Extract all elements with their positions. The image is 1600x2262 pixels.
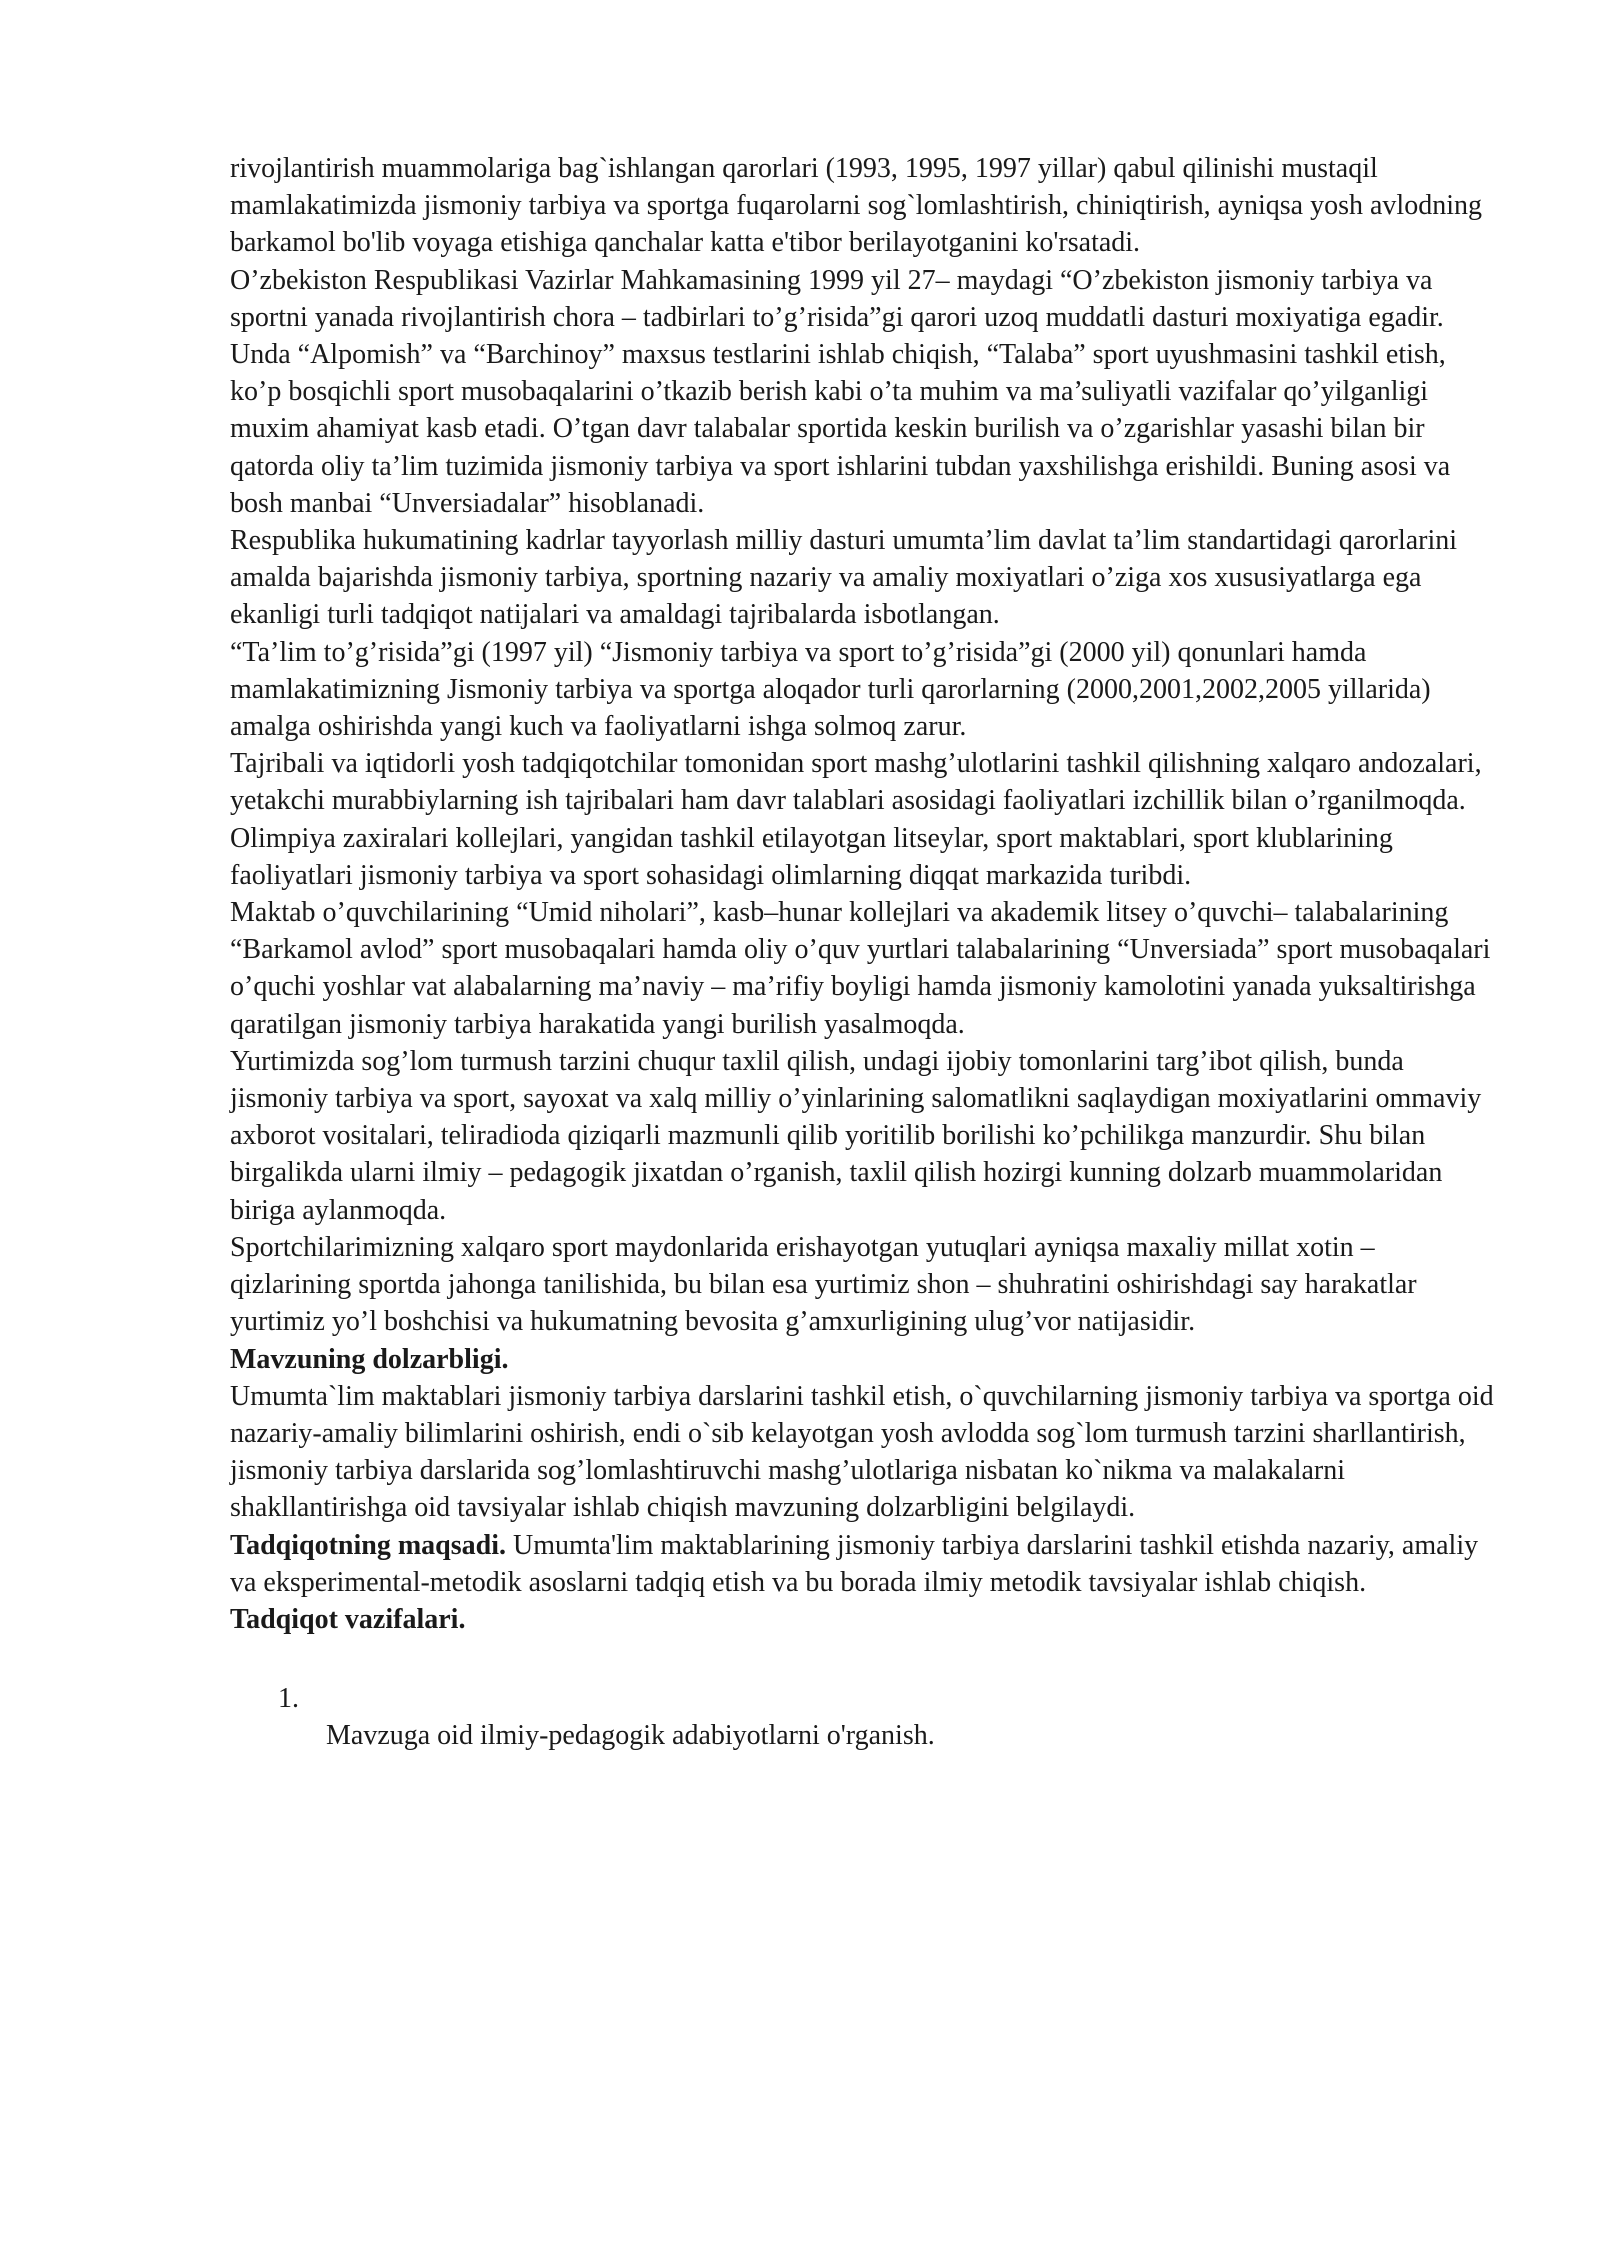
paragraph-resolutions: rivojlantirish muammolariga bag`ishlangan qarorlari (1993, 1995, 1997 yillar) qabul qilinishi mustaqil mamlakatimizda jismoniy tarbiya va sportga fuqarolarni sog`lomlashtirish, chiniqtirish, ayniqsa yosh avlodning barkamol bo'lib voyaga etishiga qanchalar katta e'tibor berilayotganini ko'rsatadi. xyxy=(230,153,1482,259)
tasks-list xyxy=(230,1680,1500,1754)
list-item-number: 1. xyxy=(278,1683,299,1715)
tasks-heading: Tadqiqot vazifalari. xyxy=(230,1603,466,1635)
paragraph-healthy-lifestyle: Yurtimizda sog’lom turmush tarzini chuqur taxlil qilish, undagi ijobiy tomonlarini targ’ibot qilish, bunda jismoniy tarbiya va sport, sayoxat va xalq milliy o’yinlarining salomatlikni saqlaydigan moxiyatlarini ommaviy axborot vositalari, teliradioda qiziqarli mazmunli qilib yoritilib borilishi ko’pchilikga manzurdir. Shu bilan birgalikda ularni ilmiy – pedagogik jixatdan o’rganish, taxlil qilish hozirgi kunning dolzarb muammolaridan biriga aylanmoqda. xyxy=(230,1045,1482,1226)
paragraph-researchers: Tajribali va iqtidorli yosh tadqiqotchilar tomonidan sport mashg’ulotlarini tashkil qilishning xalqaro andozalari, yetakchi murabbiylarning ish tajribalari ham davr talablari asosidagi faoliyatlari izchillik bilan o’rganilmoqda. Olimpiya zaxiralari kollejlari, yangidan tashkil etilayotgan litseylar, sport maktablari, sport klublarining faoliyatlari jismoniy tarbiya va sport sohasidagi olimlarning diqqat markazida turibdi. xyxy=(230,748,1482,891)
goal-label: Tadqiqotning maqsadi. xyxy=(230,1529,506,1561)
relevance-heading: Mavzuning dolzarbligi. xyxy=(230,1343,509,1375)
goal-text: Umumta'lim maktablarining jismoniy tarbiya darslarini tashkil etishda nazariy, amaliy va eksperimental-metodik asoslarni tadqiq etish va bu borada ilmiy metodik tavsiyalar ishlab chiqish. xyxy=(230,1529,1479,1598)
paragraph-cabinet-decree: O’zbekiston Respublikasi Vazirlar Mahkamasining 1999 yil 27– maydagi “O’zbekiston jismoniy tarbiya va sportni yanada rivojlantirish chora – tadbirlari to’g’risida”gi qarori uzoq muddatli dasturi moxiyatiga egadir. Unda “Alpomish” va “Barchinoy” maxsus testlarini ishlab chiqish, “Talaba” sport uyushmasini tashkil etish, ko’p bosqichli sport musobaqalarini o’tkazib berish kabi o’ta muhim va ma’suliyatli vazifalar qo’yilganligi muxim ahamiyat kasb etadi. O’tgan davr talabalar sportida keskin burilish va o’zgarishlar yasashi bilan bir qatorda oliy ta’lim tuzimida jismoniy tarbiya va sport ishlarini tubdan yaxshilishga erishildi. Buning asosi va bosh manbai “Unversiadalar” hisoblanadi. xyxy=(230,264,1451,519)
paragraph-athletes: Sportchilarimizning xalqaro sport maydonlarida erishayotgan yutuqlari ayniqsa maxaliy millat xotin – qizlarining sportda jahonga tanilishida, bu bilan esa yurtimiz shon – shuhratini oshirishdagi say harakatlar yurtimiz yo’l boshchisi va hukumatning bevosita g’amxurligining ulug’vor natijasidir. xyxy=(230,1231,1417,1338)
document-page xyxy=(230,150,1500,1755)
list-item xyxy=(230,1680,1500,1754)
goal-paragraph xyxy=(230,1527,1500,1601)
relevance-text: Umumta`lim maktablari jismoniy tarbiya darslarini tashkil etish, o`quvchilarning jismoniy tarbiya va sportga oid nazariy-amaliy bilimlarini oshirish, endi o`sib kelayotgan yosh avlodda sog`lom turmush tarzini sharllantirish, jismoniy tarbiya darslarida sog’lomlashtiruvchi mashg’ulotlariga nisbatan ko`nikma va malakalarni shakllantirishga oid tavsiyalar ishlab chiqish mavzuning dolzarbligini belgilaydi. xyxy=(230,1380,1494,1524)
list-item-text: Mavzuga oid ilmiy-pedagogik adabiyotlarni o'rganish. xyxy=(326,1720,935,1752)
paragraph-competitions: Maktab o’quvchilarining “Umid niholari”, kasb–hunar kollejlari va akademik litsey o’quvchi– talabalarining “Barkamol avlod” sport musobaqalari hamda oliy o’quv yurtlari talabalarining “Unversiada” sport musobaqalari o’quchi yoshlar vat alabalarning ma’naviy – ma’rifiy boyligi hamda jismoniy kamolotini yanada yuksaltirishga qaratilgan jismoniy tarbiya harakatida yangi burilish yasalmoqda. xyxy=(230,897,1491,1040)
paragraph-laws: “Ta’lim to’g’risida”gi (1997 yil) “Jismoniy tarbiya va sport to’g’risida”gi (2000 yil) qonunlari hamda mamlakatimizning Jismoniy tarbiya va sportga aloqador turli qarorlarning (2000,2001,2002,2005 yillarida) amalga oshirishda yangi kuch va faoliyatlarni ishga solmoq zarur. xyxy=(230,636,1431,743)
paragraph-personnel-program: Respublika hukumatining kadrlar tayyorlash milliy dasturi umumta’lim davlat ta’lim standartidagi qarorlarini amalda bajarishda jismoniy tarbiya, sportning nazariy va amaliy moxiyatlari o’ziga xos xususiyatlarga ega ekanligi turli tadqiqot natijalari va amaldagi tajribalarda isbotlangan. xyxy=(230,525,1458,631)
